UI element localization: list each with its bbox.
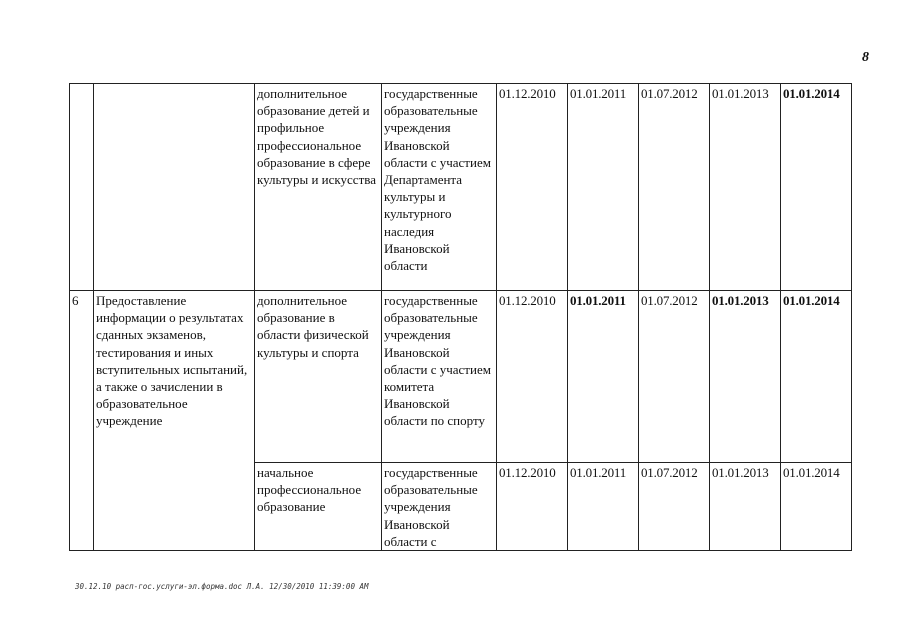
education-type-cell: дополнительное образование в области физической культуры и спорта [255,291,382,463]
institutions-cell: государственные образовательные учреждения Ивановской области с участием Департамента культуры и культурного наследия Ивановской области [382,84,497,291]
service-name-cell [94,84,255,291]
date-cell: 01.01.2013 [710,291,781,463]
table-row [70,291,852,463]
date-cell: 01.12.2010 [497,463,568,551]
services-table [69,83,852,551]
date-cell: 01.01.2011 [568,291,639,463]
date-cell: 01.01.2014 [781,291,852,463]
date-cell: 01.12.2010 [497,291,568,463]
date-cell: 01.01.2011 [568,463,639,551]
date-cell: 01.07.2012 [639,463,710,551]
date-cell: 01.01.2013 [710,463,781,551]
date-cell: 01.01.2011 [568,84,639,291]
document-footer: 30.12.10 расп-гос.услуги-эл.форма.doc Л.А. 12/30/2010 11:39:00 AM [75,582,369,591]
date-cell: 01.01.2014 [781,463,852,551]
date-cell: 01.01.2013 [710,84,781,291]
date-cell: 01.12.2010 [497,84,568,291]
row-number-cell: 6 [70,291,94,551]
page-number: 8 [862,50,869,65]
service-name-cell: Предоставление информации о результатах сданных экзаменов, тестирования и иных вступительных испытаний, а также о зачислении в образовательное учреждение [94,291,255,551]
institutions-cell: государственные образовательные учреждения Ивановской области с [382,463,497,551]
table-row [70,84,852,291]
row-number-cell [70,84,94,291]
date-cell: 01.07.2012 [639,291,710,463]
date-cell: 01.01.2014 [781,84,852,291]
institutions-cell: государственные образовательные учреждения Ивановской области с участием комитета Ивановской области по спорту [382,291,497,463]
education-type-cell: дополнительное образование детей и профильное профессиональное образование в сфере культуры и искусства [255,84,382,291]
education-type-cell: начальное профессиональное образование [255,463,382,551]
date-cell: 01.07.2012 [639,84,710,291]
